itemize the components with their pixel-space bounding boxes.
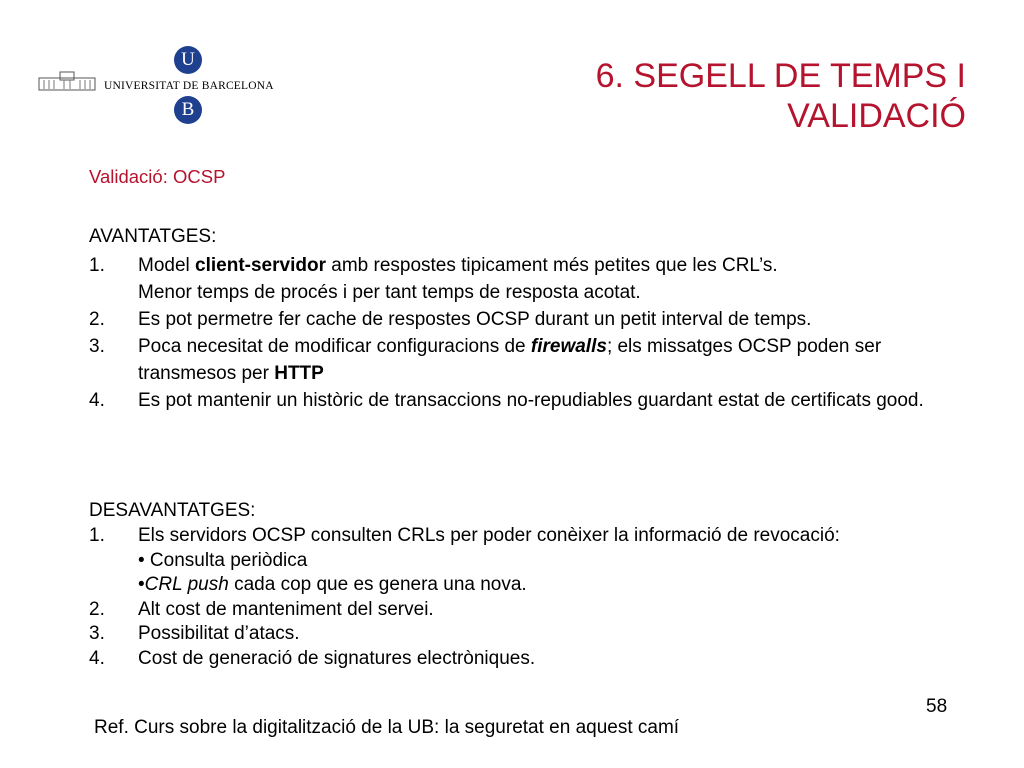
item-text: Es pot mantenir un històric de transaccions no-repudiables guardant estat de certificats good. (138, 390, 924, 411)
item-text: Alt cost de manteniment del servei. (138, 598, 434, 620)
slide-subtitle: Validació: OCSP (89, 166, 226, 187)
sub-item (138, 573, 949, 598)
advantages-list (89, 252, 949, 414)
list-item (89, 622, 949, 647)
building-icon (38, 70, 96, 92)
list-item (89, 524, 949, 598)
sub-item-text: cada cop que es genera una nova. (228, 574, 527, 595)
item-number: 4. (89, 647, 105, 669)
bullet: • (138, 574, 145, 595)
reference-footer: Ref. Curs sobre la digitalització de la UB: la seguretat en aquest camí (94, 717, 680, 738)
advantages-heading: AVANTATGES: (89, 226, 217, 247)
item-bold: HTTP (274, 363, 324, 384)
item-continuation: Menor temps de procés i per tant temps de resposta acotat. (138, 282, 641, 303)
item-bold-italic: firewalls (530, 336, 607, 357)
list-item (89, 647, 949, 672)
item-number: 3. (89, 623, 105, 644)
page-number: 58 (926, 696, 948, 717)
item-text: Possibilitat d’atacs. (138, 623, 300, 644)
item-bold: client-servidor (195, 255, 326, 276)
logo-letter-u: U (174, 46, 202, 74)
title-line-2: VALIDACIÓ (787, 97, 966, 135)
item-text: amb respostes tipicament més petites que les CRL’s. (325, 255, 778, 276)
slide-title (596, 56, 966, 136)
item-text: Els servidors OCSP consulten CRLs per poder conèixer la informació de revocació: (138, 525, 840, 546)
disadvantages-list (89, 524, 949, 671)
list-item (89, 306, 949, 333)
item-number: 3. (89, 336, 105, 357)
sub-item-italic: CRL push (144, 574, 229, 595)
university-logo (38, 42, 278, 132)
item-number: 2. (89, 309, 105, 330)
disadvantages-heading: DESAVANTATGES: (89, 500, 256, 521)
list-item (89, 387, 949, 414)
list-item (89, 252, 949, 306)
title-line-1: 6. SEGELL DE TEMPS I (595, 57, 966, 95)
item-number: 1. (89, 255, 105, 276)
list-item (89, 333, 949, 387)
item-text: Model (138, 255, 196, 276)
item-number: 4. (89, 390, 105, 411)
list-item (89, 598, 949, 623)
item-text: ; els missatges OCSP poden ser transmesos per (138, 336, 882, 384)
item-number: 1. (89, 525, 105, 546)
logo-letter-b: B (174, 96, 202, 124)
university-name: UNIVERSITAT DE BARCELONA (104, 80, 274, 92)
item-text: Es pot permetre fer cache de respostes OCSP durant un petit interval de temps. (138, 309, 812, 330)
sub-item: • Consulta periòdica (138, 549, 308, 571)
item-number: 2. (89, 598, 105, 620)
item-text: Poca necesitat de modificar configuracions de (138, 336, 531, 357)
item-text: Cost de generació de signatures electròniques. (138, 647, 536, 669)
